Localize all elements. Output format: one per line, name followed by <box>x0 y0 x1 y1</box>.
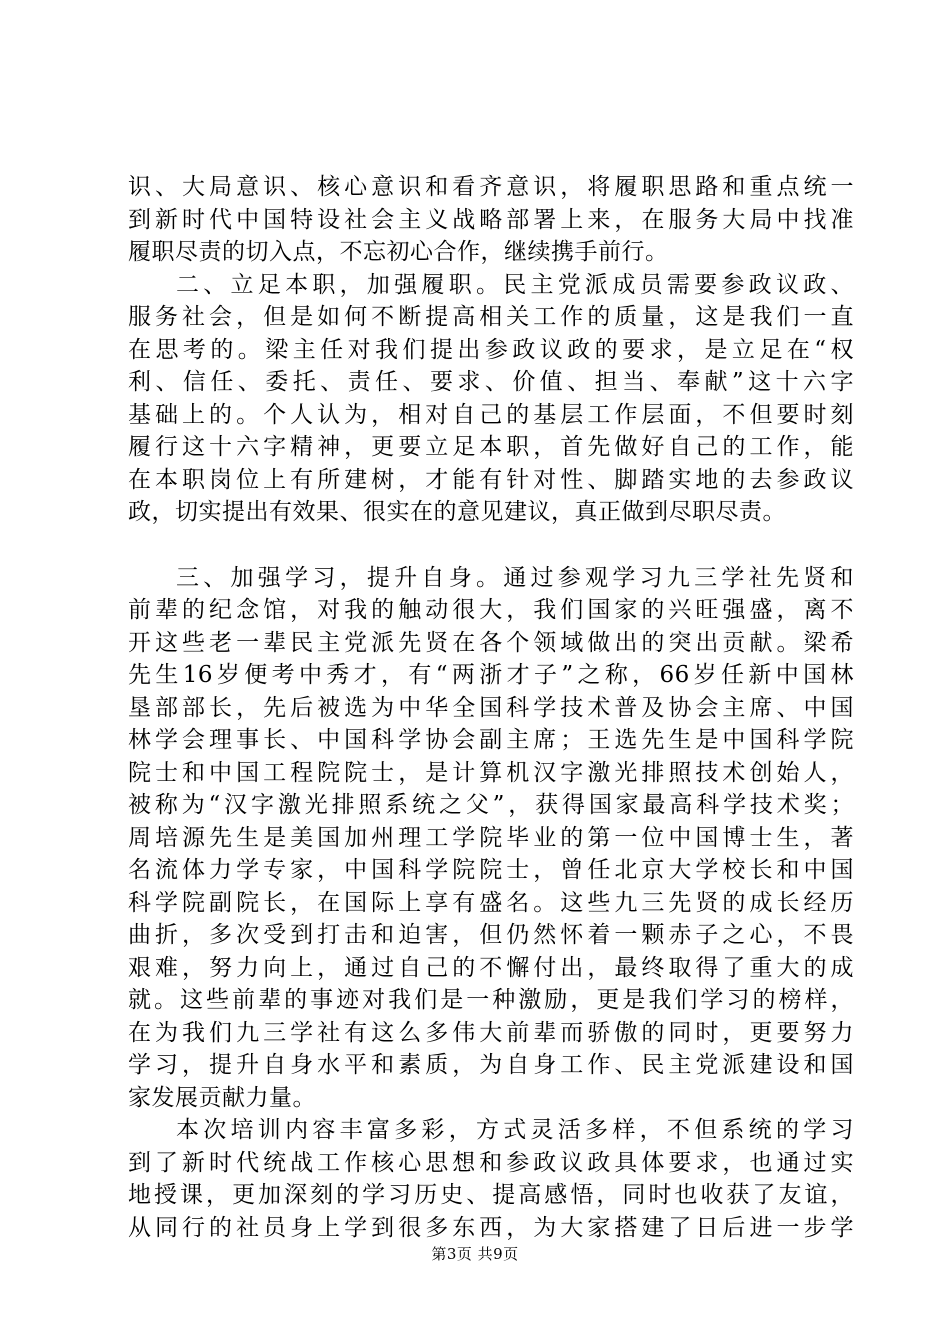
paragraph-line: 院士和中国工程院院士，是计算机汉字激光排照技术创始人， <box>128 759 854 786</box>
paragraph-line: 名流体力学专家，中国科学院院士，曾任北京大学校长和中国 <box>128 857 854 883</box>
paragraph-line: 政，切实提出有效果、很实在的意见建议，真正做到尽职尽责。 <box>128 499 786 525</box>
paragraph-line: 曲折，多次受到打击和迫害，但仍然怀着一颗赤子之心，不畏 <box>128 922 854 948</box>
paragraph-line: 在思考的。梁主任对我们提出参政议政的要求，是立足在“权 <box>128 336 854 363</box>
paragraph-line: 艰难，努力向上，通过自己的不懈付出，最终取得了重大的成 <box>128 954 854 981</box>
paragraph-line: 被称为“汉字激光排照系统之父”，获得国家最高科学技术奖； <box>128 792 854 818</box>
paragraph-line: 在本职岗位上有所建树，才能有针对性、脚踏实地的去参政议 <box>128 466 854 493</box>
paragraph-line: 地授课，更加深刻的学习历史、提高感悟，同时也收获了友谊， <box>128 1182 854 1208</box>
paragraph-line: 识、大局意识、核心意识和看齐意识，将履职思路和重点统一 <box>128 174 854 200</box>
paragraph-line: 服务社会，但是如何不断提高相关工作的质量，这是我们一直 <box>128 304 854 330</box>
paragraph-line: 从同行的社员身上学到很多东西，为大家搭建了日后进一步学 <box>128 1214 854 1241</box>
paragraph-spacer <box>128 529 854 562</box>
paragraph-line: 科学院副院长，在国际上享有盛名。这些九三先贤的成长经历 <box>128 889 854 916</box>
paragraph-line: 先生16岁便考中秀才，有“两浙才子”之称，66岁任新中国林 <box>128 662 854 688</box>
paragraph-line: 开这些老一辈民主党派先贤在各个领域做出的突出贡献。梁希 <box>128 629 854 656</box>
paragraph-line: 家发展贡献力量。 <box>128 1084 316 1111</box>
paragraph-line: 前辈的纪念馆，对我的触动很大，我们国家的兴旺强盛，离不 <box>128 597 854 623</box>
paragraph-line: 基础上的。个人认为，相对自己的基层工作层面，不但要时刻 <box>128 401 854 428</box>
paragraph-line: 二、立足本职，加强履职。民主党派成员需要参政议政、 <box>176 271 854 298</box>
paragraph-line: 学习，提升自身水平和素质，为自身工作、民主党派建设和国 <box>128 1052 854 1078</box>
paragraph-line: 到新时代中国特设社会主义战略部署上来，在服务大局中找准 <box>128 206 854 233</box>
paragraph-line: 到了新时代统战工作核心思想和参政议政具体要求，也通过实 <box>128 1149 854 1176</box>
paragraph-line: 履行这十六字精神，更要立足本职，首先做好自己的工作，能 <box>128 434 854 460</box>
paragraph-line: 本次培训内容丰富多彩，方式灵活多样，不但系统的学习 <box>176 1117 854 1143</box>
paragraph-line: 周培源先生是美国加州理工学院毕业的第一位中国博士生，著 <box>128 824 854 851</box>
paragraph-line: 就。这些前辈的事迹对我们是一种激励，更是我们学习的榜样， <box>128 987 854 1013</box>
page-footer: 第3页 共9页 <box>431 1245 519 1263</box>
paragraph-line: 垦部部长，先后被选为中华全国科学技术普及协会主席、中国 <box>128 694 854 721</box>
paragraph-line: 履职尽责的切入点，不忘初心合作，继续携手前行。 <box>128 239 669 265</box>
paragraph-line: 在为我们九三学社有这么多伟大前辈而骄傲的同时，更要努力 <box>128 1019 854 1046</box>
paragraph-line: 三、加强学习，提升自身。通过参观学习九三学社先贤和 <box>176 564 854 591</box>
body-text <box>128 171 854 1244</box>
paragraph-line: 林学会理事长、中国科学协会副主席；王选先生是中国科学院 <box>128 727 854 753</box>
paragraph-line: 利、信任、委托、责任、要求、价值、担当、奉献”这十六字 <box>128 369 854 395</box>
